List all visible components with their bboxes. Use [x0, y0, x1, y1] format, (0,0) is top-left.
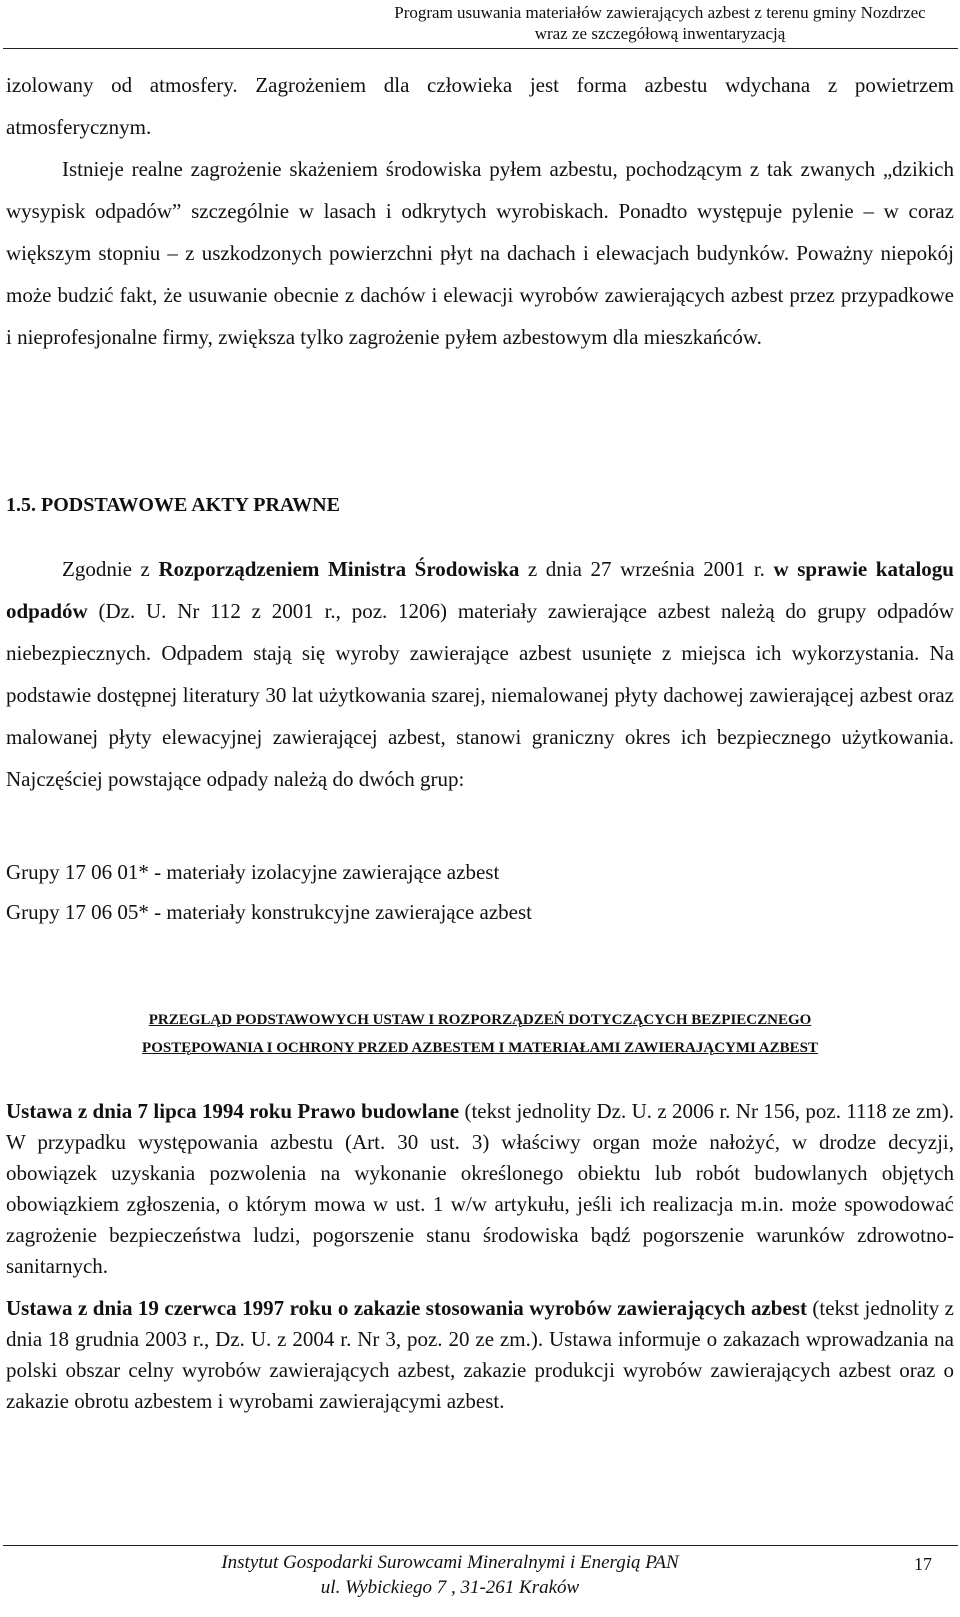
law-building-text: (tekst jednolity Dz. U. z 2006 r. Nr 156, poz. 1118 ze zm). W przypadku występowania azbestu (Art. 30 ust. 3) właściwy organ może nałożyć, w drodze decyzji, obowiązek uzyskania pozwolenia na wykonanie określonego obiektu lub robót budowlanych objętych obowiązkiem zgłoszenia, o którym mowa w ust. 1 w/w artykułu, jeśli ich realizacja m.in. może spowodować zagrożenie bezpieczeństwa ludzi, pogorszenie stanu środowiska bądź pogorszenie warunków zdrowotno-sanitarnych.: [6, 1099, 954, 1278]
regulation-name: Rozporządzeniem Ministra Środowiska: [158, 557, 520, 581]
footer-rule: [3, 1545, 958, 1546]
section-heading: 1.5. PODSTAWOWE AKTY PRAWNE: [6, 494, 340, 516]
paragraph-hazard: [6, 148, 954, 358]
paragraph-regulation: Zgodnie z Rozporządzeniem Ministra Środowiska z dnia 27 września 2001 r. w sprawie katalogu odpadów (Dz. U. Nr 112 z 2001 r., poz. 1206) materiały zawierające azbest należą do grupy odpadów niebezpiecznych. Odpadem stają się wyroby zawierające azbest usunięte z miejsca ich wykorzystania. Na podstawie dostępnej literatury 30 lat użytkowania szarej, niemalowanej płyty dachowej zawierającej azbest oraz malowanej płyty elewacyjnej zawierającej azbest, stanowi graniczny okres ich bezpiecznego użytkowania. Najczęściej powstające odpady należą do dwóch grup:: [6, 557, 954, 791]
law-building-title: Ustawa z dnia 7 lipca 1994 roku Prawo budowlane: [6, 1099, 460, 1123]
header-rule: [3, 48, 958, 49]
law-asbestos-ban-text: (tekst jednolity z dnia 18 grudnia 2003 r., Dz. U. z 2004 r. Nr 3, poz. 20 ze zm.). Ustawa informuje o zakazach wprowadzania na polski obszar celny wyrobów zawierających azbest, zakazie produkcji wyrobów zawierających azbest oraz o zakazie obrotu azbestem i wyrobami zawierającymi azbest.: [6, 1296, 954, 1413]
law-asbestos-ban: [6, 1293, 954, 1417]
review-title-line-1: PRZEGLĄD PODSTAWOWYCH USTAW I ROZPORZĄDZEŃ DOTYCZĄCYCH BEZPIECZNEGO: [148, 1012, 812, 1028]
footer-institute: Instytut Gospodarki Surowcami Mineralnymi i Energią PAN: [221, 1552, 679, 1573]
law-asbestos-ban-title: Ustawa z dnia 19 czerwca 1997 roku o zakazie stosowania wyrobów zawierających azbest: [6, 1296, 807, 1320]
regulation-subject: w sprawie katalogu odpadów: [6, 557, 954, 623]
paragraph-hazard-text: Istnieje realne zagrożenie skażeniem środowiska pyłem azbestu, pochodzącym z tak zwanych „dzikich wysypisk odpadów” szczególnie w lasach i odkrytych wyrobiskach. Ponadto występuje pylenie – w coraz większym stopniu – z uszkodzonych powierzchni płyt na dachach i elewacjach budynków. Poważny niepokój może budzić fakt, że usuwanie obecnie z dachów i elewacji wyrobów zawierających azbest przez przypadkowe i nieprofesjonalne firmy, zwiększa tylko zagrożenie pyłem azbestowym dla mieszkańców.: [6, 157, 954, 349]
law-building: [6, 1096, 954, 1282]
review-title-line-2: POSTĘPOWANIA I OCHRONY PRZED AZBESTEM I MATERIAŁAMI ZAWIERAJĄCYMI AZBEST: [142, 1040, 818, 1056]
footer-address: ul. Wybickiego 7 , 31-261 Kraków: [320, 1577, 580, 1598]
header-line-2: wraz ze szczegółową inwentaryzacją: [534, 24, 786, 43]
paragraph-intro: [6, 64, 954, 148]
header-line-1: Program usuwania materiałów zawierających azbest z terenu gminy Nozdrzec: [394, 3, 926, 22]
waste-group-item: Grupy 17 06 01* - materiały izolacyjne zawierające azbest: [6, 860, 500, 884]
running-header: [390, 2, 930, 44]
footer: [180, 1550, 720, 1600]
paragraph-intro-text: izolowany od atmosfery. Zagrożeniem dla człowieka jest forma azbestu wdychana z powietrzem atmosferycznym.: [6, 73, 954, 139]
waste-groups-list: [6, 852, 954, 932]
page-number: 17: [914, 1554, 932, 1574]
waste-group-item: Grupy 17 06 05* - materiały konstrukcyjne zawierające azbest: [6, 900, 532, 924]
